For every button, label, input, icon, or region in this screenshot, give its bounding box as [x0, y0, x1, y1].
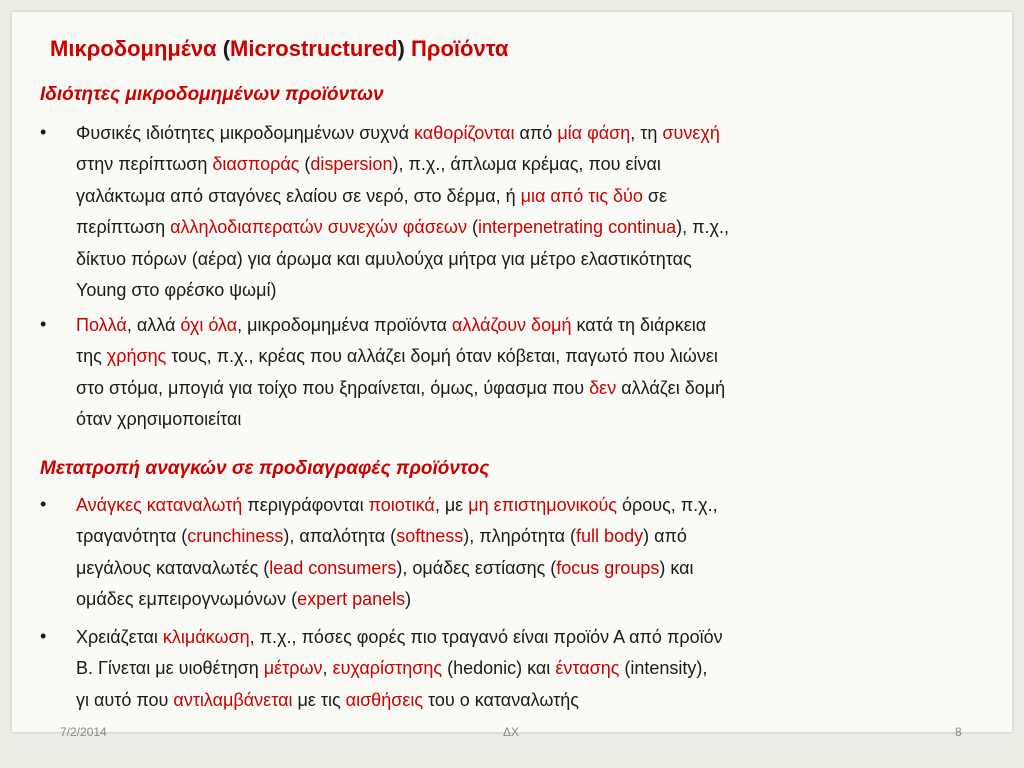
bullet-2-line-1	[76, 314, 706, 336]
text-segment: ) από	[643, 526, 687, 546]
highlighted-term: μέτρων	[263, 658, 323, 678]
highlighted-term: καθορίζονται	[414, 123, 515, 143]
text-segment: Young στο φρέσκο ψωμί)	[76, 280, 277, 300]
section-heading-needs: Μετατροπή αναγκών σε προδιαγραφές προϊόντος	[40, 458, 490, 479]
highlighted-term: Πολλά	[76, 315, 127, 335]
highlighted-term: interpenetrating continua	[477, 217, 677, 237]
text-segment: ομάδες εμπειρογνωμόνων (	[76, 589, 298, 609]
highlighted-term: full body	[576, 526, 644, 546]
text-segment: τραγανότητα (	[76, 526, 188, 546]
bullet-4-line-1	[76, 626, 723, 648]
bullet-3-line-1	[76, 494, 718, 516]
highlighted-term: διασποράς	[212, 154, 300, 174]
text-segment: όρους, π.χ.,	[616, 495, 718, 515]
text-segment: , τη	[630, 123, 663, 143]
bullet-1-line-4	[76, 216, 729, 238]
highlighted-term: μη επιστημονικούς	[468, 495, 617, 515]
text-segment: περίπτωση	[76, 217, 171, 237]
bullet-1-line-6	[76, 279, 276, 301]
text-segment: , μικροδομημένα προϊόντα	[237, 315, 452, 335]
title-close-paren: )	[397, 36, 405, 61]
text-segment: , π.χ., πόσες φορές πιο τραγανό είναι προϊόν Α από προϊόν	[249, 627, 723, 647]
bullet-marker: •	[40, 314, 47, 334]
bullet-2-line-2	[76, 345, 718, 367]
text-segment: της	[76, 346, 107, 366]
text-segment: ), π.χ., άπλωμα κρέμας, που είναι	[392, 154, 661, 174]
text-segment: στην περίπτωση	[76, 154, 213, 174]
text-segment: , αλλά	[126, 315, 181, 335]
highlighted-term: έντασης	[555, 658, 620, 678]
text-segment: σε	[642, 186, 668, 206]
text-segment: μεγάλους καταναλωτές (	[76, 558, 270, 578]
footer-date: 7/2/2014	[60, 725, 107, 739]
text-segment: τους, π.χ., κρέας που αλλάζει δομή όταν κόβεται, παγωτό που λιώνει	[166, 346, 718, 366]
highlighted-term: χρήσης	[106, 346, 167, 366]
text-segment: Φυσικές ιδιότητες μικροδομημένων συχνά	[76, 123, 415, 143]
title-end: Προϊόντα	[410, 36, 509, 61]
text-segment: ), π.χ.,	[676, 217, 729, 237]
text-segment: περιγράφονται	[242, 495, 369, 515]
slide-content-frame	[12, 12, 1012, 732]
bullet-1-line-2	[76, 153, 661, 175]
bullet-1-line-5	[76, 248, 692, 270]
highlighted-term: focus groups	[556, 558, 660, 578]
text-segment: από	[514, 123, 558, 143]
highlighted-term: αντιλαμβάνεται	[173, 690, 293, 710]
highlighted-term: αλληλοδιαπερατών συνεχών φάσεων	[170, 217, 467, 237]
text-segment: γαλάκτωμα από σταγόνες ελαίου σε νερό, στο δέρμα, ή	[76, 186, 521, 206]
highlighted-term: Ανάγκες καταναλωτή	[76, 495, 243, 515]
bullet-4-line-2	[76, 657, 707, 679]
bullet-3-line-2	[76, 525, 687, 547]
bullet-marker: •	[40, 626, 47, 646]
highlighted-term: όχι όλα	[180, 315, 238, 335]
highlighted-term: expert panels	[297, 589, 406, 609]
text-segment: (hedonic) και	[442, 658, 556, 678]
highlighted-term: dispersion	[310, 154, 393, 174]
highlighted-term: δεν	[589, 378, 617, 398]
highlighted-term: κλιμάκωση	[162, 627, 250, 647]
text-segment: ), απαλότητα (	[283, 526, 397, 546]
text-segment: Χρειάζεται	[76, 627, 163, 647]
text-segment: του ο καταναλωτής	[423, 690, 579, 710]
text-segment: ,	[322, 658, 333, 678]
highlighted-term: μία φάση	[557, 123, 631, 143]
highlighted-term: αισθήσεις	[345, 690, 424, 710]
highlighted-term: lead consumers	[269, 558, 397, 578]
highlighted-term: μια από τις δύο	[520, 186, 643, 206]
text-segment: )	[405, 589, 412, 609]
text-segment: ), πληρότητα (	[463, 526, 577, 546]
text-segment: (	[466, 217, 478, 237]
text-segment: αλλάζει δομή	[616, 378, 726, 398]
highlighted-term: softness	[396, 526, 464, 546]
bullet-2-line-3	[76, 377, 725, 399]
bullet-3-line-4	[76, 588, 411, 610]
text-segment: (	[299, 154, 311, 174]
text-segment: δίκτυο πόρων (αέρα) για άρωμα και αμυλούχα μήτρα για μέτρο ελαστικότητας	[76, 249, 692, 269]
bullet-4-line-3	[76, 689, 579, 711]
bullet-1-line-3	[76, 185, 667, 207]
title-english: Microstructured	[230, 36, 398, 61]
highlighted-term: συνεχή	[662, 123, 720, 143]
bullet-marker: •	[40, 122, 47, 142]
bullet-2-line-4	[76, 408, 241, 430]
highlighted-term: ευχαρίστησης	[332, 658, 443, 678]
text-segment: (intensity),	[619, 658, 708, 678]
title-open-paren: (	[222, 36, 231, 61]
bullet-1-line-1	[76, 122, 720, 144]
bullet-marker: •	[40, 494, 47, 514]
footer-page-number: 8	[955, 725, 962, 739]
highlighted-term: αλλάζουν δομή	[451, 315, 572, 335]
text-segment: Β. Γίνεται με υιοθέτηση	[76, 658, 264, 678]
text-segment: γι αυτό που	[76, 690, 174, 710]
text-segment: με τις	[292, 690, 346, 710]
title-greek: Μικροδομημένα	[50, 36, 217, 61]
bullet-3-line-3	[76, 557, 694, 579]
highlighted-term: crunchiness	[187, 526, 284, 546]
section-heading-properties: Ιδιότητες μικροδομημένων προϊόντων	[40, 84, 384, 105]
footer-author: ΔΧ	[503, 725, 520, 739]
text-segment: κατά τη διάρκεια	[571, 315, 707, 335]
text-segment: όταν χρησιμοποιείται	[76, 409, 242, 429]
text-segment: , με	[434, 495, 469, 515]
text-segment: ), ομάδες εστίασης (	[396, 558, 557, 578]
slide-title	[50, 36, 508, 62]
text-segment: στο στόμα, μπογιά για τοίχο που ξηραίνεται, όμως, ύφασμα που	[76, 378, 590, 398]
highlighted-term: ποιοτικά	[368, 495, 435, 515]
text-segment: ) και	[659, 558, 694, 578]
